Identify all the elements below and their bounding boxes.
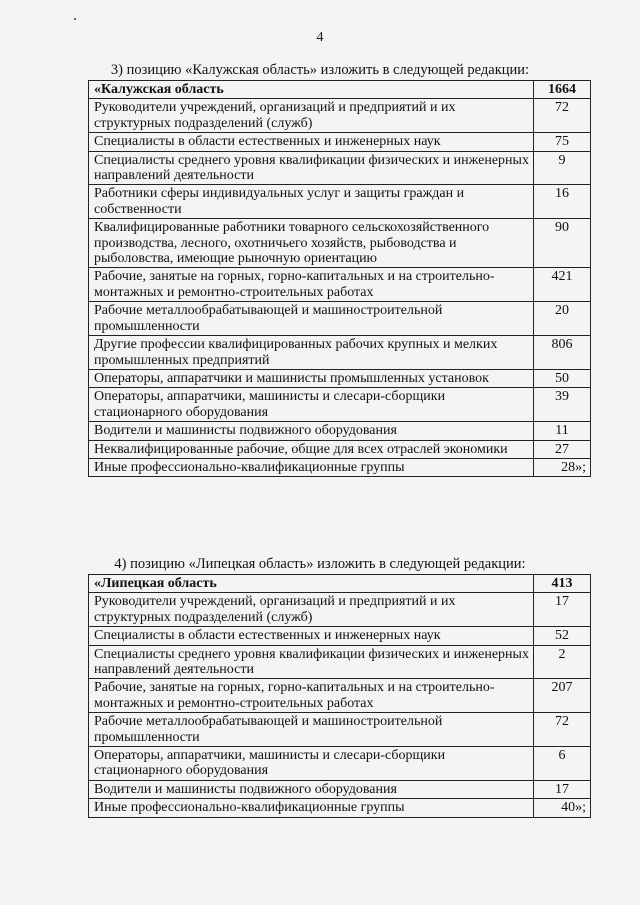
occupation-group-label: Иные профессионально-квалификационные группы xyxy=(89,799,534,817)
region-name: «Калужская область xyxy=(89,81,534,99)
occupation-group-value: 52 xyxy=(534,627,591,645)
occupation-group-value: 75 xyxy=(534,133,591,151)
table-row xyxy=(89,185,591,219)
lipetsk-table xyxy=(88,574,591,818)
occupation-group-label: Рабочие, занятые на горных, горно-капитальных и на строительно-монтажных и ремонтно-строительных работах xyxy=(89,268,534,302)
table-row xyxy=(89,679,591,713)
table-row xyxy=(89,219,591,268)
table-row xyxy=(89,645,591,679)
table-row xyxy=(89,440,591,458)
table-row xyxy=(89,458,591,476)
occupation-group-label: Другие профессии квалифицированных рабочих крупных и мелких промышленных предприятий xyxy=(89,336,534,370)
table-row xyxy=(89,302,591,336)
occupation-group-label: Неквалифицированные рабочие, общие для всех отраслей экономики xyxy=(89,440,534,458)
occupation-group-value: 17 xyxy=(534,780,591,798)
occupation-group-value: 9 xyxy=(534,151,591,185)
scan-speck xyxy=(74,18,76,20)
table-row xyxy=(89,780,591,798)
table-row xyxy=(89,388,591,422)
table-row xyxy=(89,99,591,133)
table-row xyxy=(89,422,591,440)
table-row xyxy=(89,336,591,370)
occupation-group-value: 421 xyxy=(534,268,591,302)
page-number: 4 xyxy=(316,30,324,45)
kaluga-table xyxy=(88,80,591,477)
region-name: «Липецкая область xyxy=(89,575,534,593)
occupation-group-value: 90 xyxy=(534,219,591,268)
table-row xyxy=(89,369,591,387)
occupation-group-value: 16 xyxy=(534,185,591,219)
occupation-group-label: Руководители учреждений, организаций и предприятий и их структурных подразделений (служб) xyxy=(89,99,534,133)
occupation-group-label: Руководители учреждений, организаций и предприятий и их структурных подразделений (служб) xyxy=(89,593,534,627)
occupation-group-value: 806 xyxy=(534,336,591,370)
table-row xyxy=(89,713,591,747)
occupation-group-label: Иные профессионально-квалификационные группы xyxy=(89,458,534,476)
occupation-group-value: 39 xyxy=(534,388,591,422)
occupation-group-label: Квалифицированные работники товарного сельскохозяйственного производства, лесного, охотничьего хозяйств, рыбоводства и рыболовства, имеющие рыночную ориентацию xyxy=(89,219,534,268)
occupation-group-value: 207 xyxy=(534,679,591,713)
occupation-group-value: 20 xyxy=(534,302,591,336)
occupation-group-value: 50 xyxy=(534,369,591,387)
table-row xyxy=(89,133,591,151)
occupation-group-label: Рабочие металлообрабатывающей и машиностроительной промышленности xyxy=(89,302,534,336)
occupation-group-label: Водители и машинисты подвижного оборудования xyxy=(89,422,534,440)
occupation-group-value: 2 xyxy=(534,645,591,679)
occupation-group-label: Операторы, аппаратчики и машинисты промышленных установок xyxy=(89,369,534,387)
occupation-group-label: Рабочие металлообрабатывающей и машиностроительной промышленности xyxy=(89,713,534,747)
occupation-group-label: Специалисты в области естественных и инженерных наук xyxy=(89,133,534,151)
region-total: 413 xyxy=(534,575,591,593)
table-row xyxy=(89,747,591,781)
table-header-row xyxy=(89,575,591,593)
section-heading-kaluga: 3) позицию «Калужская область» изложить в следующей редакции: xyxy=(110,62,530,78)
occupation-group-label: Операторы, аппаратчики, машинисты и слесари-сборщики стационарного оборудования xyxy=(89,747,534,781)
occupation-group-value: 40»; xyxy=(534,799,591,817)
occupation-group-label: Водители и машинисты подвижного оборудования xyxy=(89,780,534,798)
occupation-group-value: 6 xyxy=(534,747,591,781)
occupation-group-value: 72 xyxy=(534,713,591,747)
occupation-group-label: Работники сферы индивидуальных услуг и защиты граждан и собственности xyxy=(89,185,534,219)
occupation-group-label: Рабочие, занятые на горных, горно-капитальных и на строительно-монтажных и ремонтно-строительных работах xyxy=(89,679,534,713)
occupation-group-value: 28»; xyxy=(534,458,591,476)
occupation-group-label: Специалисты в области естественных и инженерных наук xyxy=(89,627,534,645)
occupation-group-label: Специалисты среднего уровня квалификации физических и инженерных направлений деятельности xyxy=(89,645,534,679)
occupation-group-label: Специалисты среднего уровня квалификации физических и инженерных направлений деятельности xyxy=(89,151,534,185)
table-row xyxy=(89,151,591,185)
occupation-group-label: Операторы, аппаратчики, машинисты и слесари-сборщики стационарного оборудования xyxy=(89,388,534,422)
occupation-group-value: 17 xyxy=(534,593,591,627)
occupation-group-value: 72 xyxy=(534,99,591,133)
occupation-group-value: 11 xyxy=(534,422,591,440)
table-row xyxy=(89,268,591,302)
region-total: 1664 xyxy=(534,81,591,99)
section-heading-lipetsk: 4) позицию «Липецкая область» изложить в следующей редакции: xyxy=(114,556,526,572)
table-row xyxy=(89,627,591,645)
table-header-row xyxy=(89,81,591,99)
table-row xyxy=(89,799,591,817)
occupation-group-value: 27 xyxy=(534,440,591,458)
table-row xyxy=(89,593,591,627)
